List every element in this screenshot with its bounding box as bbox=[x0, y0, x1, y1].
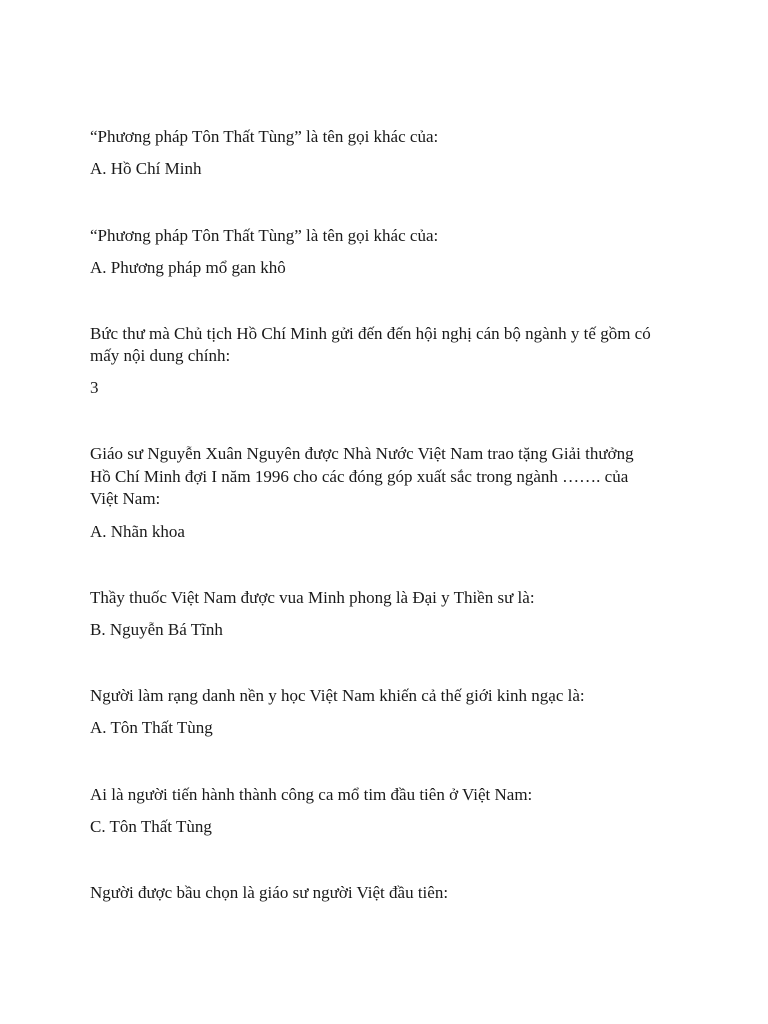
answer-text: B. Nguyễn Bá Tĩnh bbox=[90, 620, 223, 639]
answer-text: A. Hồ Chí Minh bbox=[90, 159, 202, 178]
answer-text: C. Tôn Thất Tùng bbox=[90, 817, 212, 836]
question-text: Người làm rạng danh nền y học Việt Nam khiến cả thế giới kinh ngạc là: bbox=[90, 686, 585, 705]
question-text: Giáo sư Nguyễn Xuân Nguyên được Nhà Nước Việt Nam trao tặng Giải thưởng bbox=[90, 444, 634, 463]
question-text: Việt Nam: bbox=[90, 489, 161, 508]
question-text: Bức thư mà Chủ tịch Hồ Chí Minh gửi đến đến hội nghị cán bộ ngành y tế gồm có bbox=[90, 324, 651, 343]
answer-text: A. Tôn Thất Tùng bbox=[90, 718, 213, 737]
question-text: Thầy thuốc Việt Nam được vua Minh phong là Đại y Thiền sư là: bbox=[90, 588, 535, 607]
question-text: Hồ Chí Minh đợi I năm 1996 cho các đóng góp xuất sắc trong ngành ……. của bbox=[90, 467, 629, 486]
question-text: mấy nội dung chính: bbox=[90, 346, 231, 365]
answer-text: A. Phương pháp mổ gan khô bbox=[90, 258, 286, 277]
question-text: “Phương pháp Tôn Thất Tùng” là tên gọi khác của: bbox=[90, 226, 439, 245]
question-text: Ai là người tiến hành thành công ca mổ tim đầu tiên ở Việt Nam: bbox=[90, 785, 533, 804]
answer-text: 3 bbox=[90, 378, 99, 397]
answer-text: A. Nhãn khoa bbox=[90, 522, 185, 541]
question-text: Người được bầu chọn là giáo sư người Việt đầu tiên: bbox=[90, 883, 449, 902]
question-text: “Phương pháp Tôn Thất Tùng” là tên gọi khác của: bbox=[90, 127, 439, 146]
